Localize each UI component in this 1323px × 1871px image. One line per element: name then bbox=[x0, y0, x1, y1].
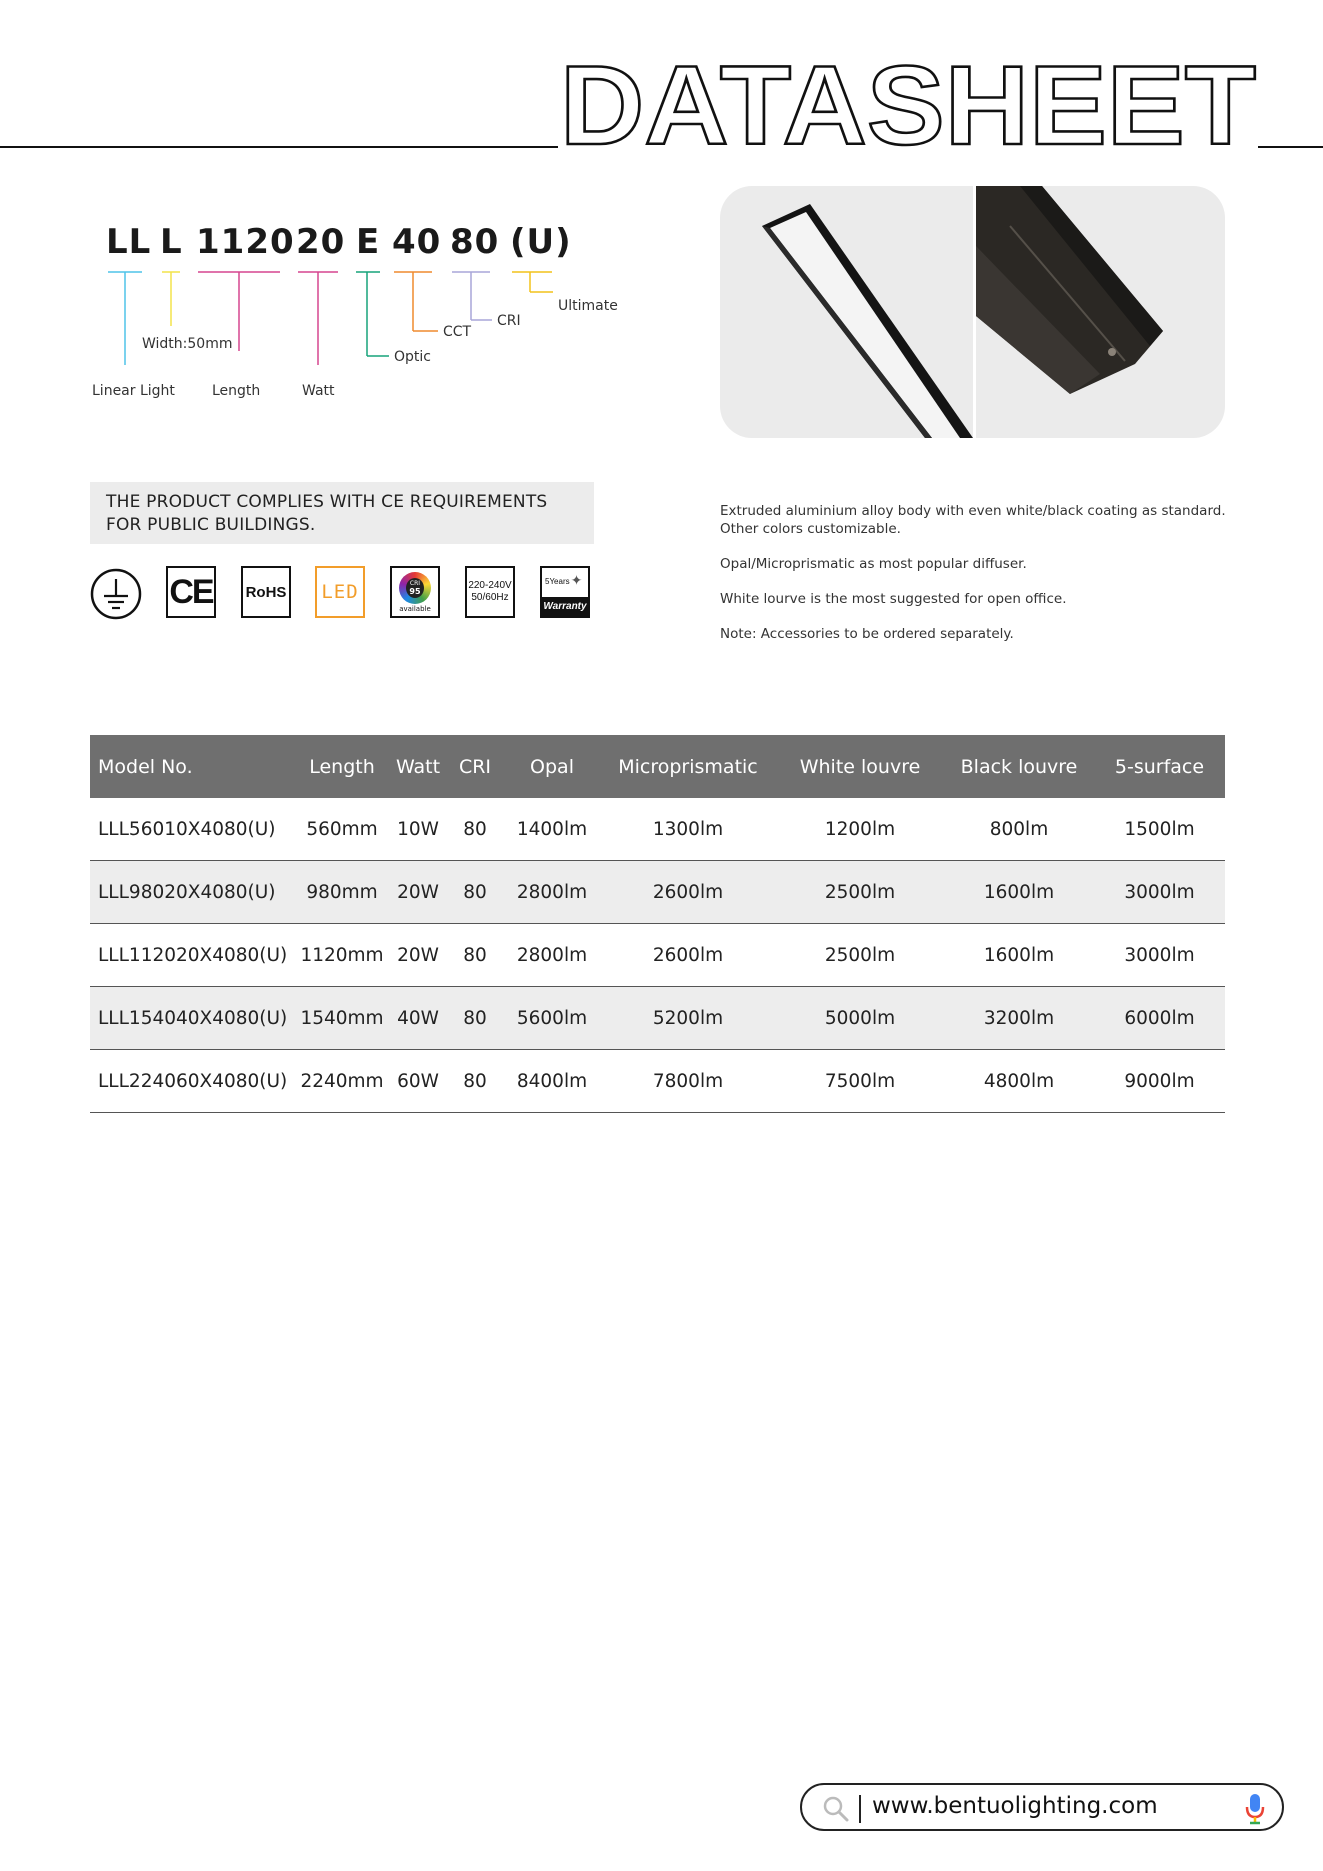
rohs-icon bbox=[241, 566, 291, 618]
header-watt: Watt bbox=[390, 735, 446, 798]
table-row bbox=[90, 987, 1225, 1050]
header-white-louvre: White louvre bbox=[776, 735, 944, 798]
cell-white-louvre: 7500lm bbox=[776, 1050, 944, 1113]
cell-model: LLL98020X4080(U) bbox=[90, 861, 294, 924]
cell-watt: 40W bbox=[390, 987, 446, 1050]
label-cct: CCT bbox=[443, 324, 472, 340]
code-segment-length: 1120 bbox=[196, 222, 295, 262]
led-mark: LED bbox=[321, 581, 359, 603]
cell-5-surface: 9000lm bbox=[1094, 1050, 1225, 1113]
code-segment-width: L bbox=[160, 222, 183, 262]
description-diffuser: Opal/Microprismatic as most popular diffuser. bbox=[720, 556, 1027, 572]
cell-white-louvre: 1200lm bbox=[776, 798, 944, 861]
warranty-label: Warranty bbox=[542, 597, 588, 616]
cri-available-label: available bbox=[399, 605, 431, 613]
warranty-icon bbox=[540, 566, 590, 618]
code-segment-ultimate: (U) bbox=[510, 222, 572, 262]
header-black-louvre: Black louvre bbox=[944, 735, 1094, 798]
table-header-row bbox=[90, 735, 1225, 798]
label-ultimate: Ultimate bbox=[558, 298, 618, 314]
cell-opal: 8400lm bbox=[504, 1050, 600, 1113]
voltage-icon bbox=[465, 566, 515, 618]
cri-icon bbox=[390, 566, 440, 618]
cell-length: 1540mm bbox=[294, 987, 390, 1050]
warranty-figure-icon: ✦ bbox=[570, 573, 583, 589]
cell-black-louvre: 1600lm bbox=[944, 924, 1094, 987]
datasheet-title-text: DATASHEET bbox=[560, 56, 1256, 150]
cell-cri: 80 bbox=[446, 861, 504, 924]
cell-5-surface: 3000lm bbox=[1094, 924, 1225, 987]
header-model: Model No. bbox=[90, 735, 294, 798]
cri-top-label: CRI bbox=[409, 580, 421, 587]
label-watt: Watt bbox=[302, 383, 335, 399]
table-row bbox=[90, 798, 1225, 861]
code-segment-cri: 80 bbox=[450, 222, 500, 262]
cell-watt: 60W bbox=[390, 1050, 446, 1113]
cell-length: 1120mm bbox=[294, 924, 390, 987]
website-url[interactable]: www.bentuolighting.com bbox=[872, 1793, 1158, 1819]
cri-color-wheel bbox=[399, 572, 431, 604]
cell-black-louvre: 1600lm bbox=[944, 861, 1094, 924]
cell-microprismatic: 5200lm bbox=[600, 987, 776, 1050]
cell-model: LLL154040X4080(U) bbox=[90, 987, 294, 1050]
cell-model: LLL56010X4080(U) bbox=[90, 798, 294, 861]
warranty-years: 5Years bbox=[545, 576, 570, 586]
label-optic: Optic bbox=[394, 349, 431, 365]
header-5-surface: 5-surface bbox=[1094, 735, 1225, 798]
cri-value: 95 bbox=[409, 587, 421, 596]
cell-black-louvre: 3200lm bbox=[944, 987, 1094, 1050]
header-length: Length bbox=[294, 735, 390, 798]
cell-watt: 20W bbox=[390, 924, 446, 987]
code-segment-cct: 40 bbox=[392, 222, 442, 262]
cell-cri: 80 bbox=[446, 987, 504, 1050]
cell-white-louvre: 5000lm bbox=[776, 987, 944, 1050]
description-louvre: White lourve is the most suggested for open office. bbox=[720, 591, 1067, 607]
cell-length: 980mm bbox=[294, 861, 390, 924]
connector-ultimate bbox=[512, 272, 553, 292]
cell-length: 2240mm bbox=[294, 1050, 390, 1113]
cell-opal: 2800lm bbox=[504, 861, 600, 924]
cell-5-surface: 6000lm bbox=[1094, 987, 1225, 1050]
connector-linear-light bbox=[108, 272, 142, 365]
cell-opal: 5600lm bbox=[504, 987, 600, 1050]
description-note: Note: Accessories to be ordered separately. bbox=[720, 626, 1014, 642]
table-row bbox=[90, 1050, 1225, 1113]
connector-cri bbox=[452, 272, 492, 320]
voltage-range: 220-240V bbox=[468, 580, 512, 591]
header-microprismatic: Microprismatic bbox=[600, 735, 776, 798]
datasheet-title bbox=[556, 56, 1260, 150]
product-image bbox=[720, 186, 1225, 438]
description-body: Extruded aluminium alloy body with even white/black coating as standard. Other colors customizable. bbox=[720, 503, 1226, 537]
cell-microprismatic: 1300lm bbox=[600, 798, 776, 861]
cell-model: LLL112020X4080(U) bbox=[90, 924, 294, 987]
connector-cct bbox=[394, 272, 438, 331]
code-segment-optic: E bbox=[356, 222, 381, 262]
search-icon bbox=[822, 1795, 850, 1823]
search-divider bbox=[859, 1795, 861, 1823]
cell-microprismatic: 2600lm bbox=[600, 924, 776, 987]
rohs-mark: RoHS bbox=[245, 583, 287, 601]
cell-black-louvre: 800lm bbox=[944, 798, 1094, 861]
cell-5-surface: 1500lm bbox=[1094, 798, 1225, 861]
cell-microprismatic: 2600lm bbox=[600, 861, 776, 924]
fixture-diffuser-view bbox=[762, 204, 973, 438]
cell-length: 560mm bbox=[294, 798, 390, 861]
led-icon bbox=[315, 566, 365, 618]
cell-black-louvre: 4800lm bbox=[944, 1050, 1094, 1113]
connector-width bbox=[162, 272, 180, 326]
ground-icon bbox=[90, 568, 142, 620]
cell-model: LLL224060X4080(U) bbox=[90, 1050, 294, 1113]
label-cri: CRI bbox=[497, 313, 521, 329]
compliance-box bbox=[90, 482, 594, 544]
connector-optic bbox=[356, 272, 389, 356]
label-width: Width:50mm bbox=[142, 336, 233, 352]
voltage-frequency: 50/60Hz bbox=[471, 592, 509, 603]
compliance-text: THE PRODUCT COMPLIES WITH CE REQUIREMENTS FOR PUBLIC BUILDINGS. bbox=[106, 492, 548, 535]
connector-watt bbox=[298, 272, 338, 365]
label-length: Length bbox=[212, 383, 261, 399]
model-code-connectors bbox=[0, 0, 660, 400]
cell-cri: 80 bbox=[446, 1050, 504, 1113]
cell-microprismatic: 7800lm bbox=[600, 1050, 776, 1113]
cell-watt: 10W bbox=[390, 798, 446, 861]
header-opal: Opal bbox=[504, 735, 600, 798]
code-segment-watt: 20 bbox=[296, 222, 346, 262]
ce-icon bbox=[166, 566, 216, 618]
fixture-profile-closeup bbox=[976, 186, 1163, 394]
ce-mark: CE bbox=[169, 572, 213, 611]
header-rule-right bbox=[1258, 146, 1323, 148]
cell-cri: 80 bbox=[446, 924, 504, 987]
code-segment-series: LL bbox=[106, 222, 152, 262]
website-search-bar[interactable] bbox=[800, 1783, 1284, 1831]
cell-cri: 80 bbox=[446, 798, 504, 861]
cell-white-louvre: 2500lm bbox=[776, 861, 944, 924]
table-row bbox=[90, 861, 1225, 924]
cell-opal: 1400lm bbox=[504, 798, 600, 861]
label-linear-light: Linear Light bbox=[92, 383, 175, 399]
table-row bbox=[90, 924, 1225, 987]
cell-5-surface: 3000lm bbox=[1094, 861, 1225, 924]
microphone-icon[interactable] bbox=[1244, 1793, 1266, 1825]
header-cri: CRI bbox=[446, 735, 504, 798]
cell-opal: 2800lm bbox=[504, 924, 600, 987]
cell-white-louvre: 2500lm bbox=[776, 924, 944, 987]
spec-table bbox=[90, 735, 1225, 1113]
cell-watt: 20W bbox=[390, 861, 446, 924]
